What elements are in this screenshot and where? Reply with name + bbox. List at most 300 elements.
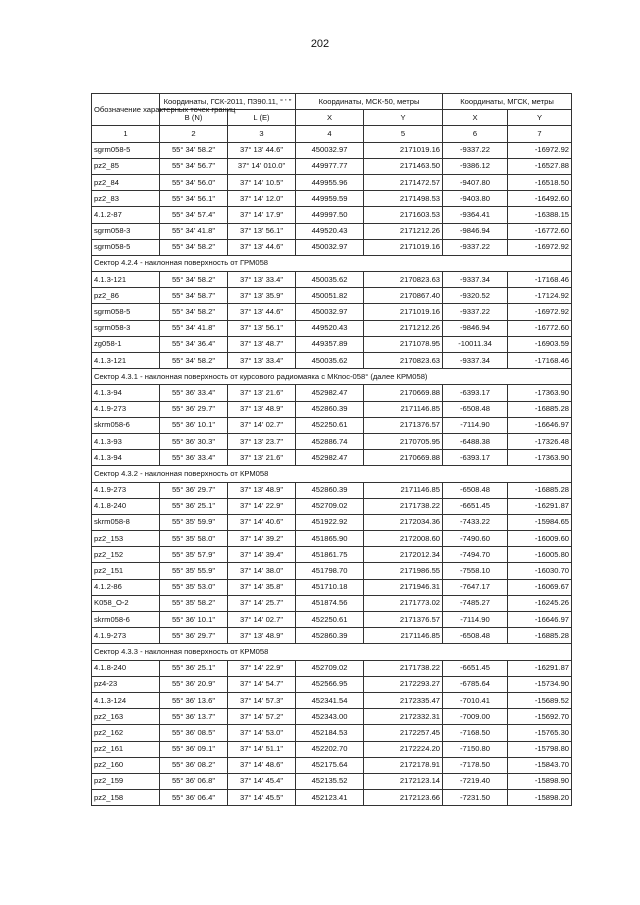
msk-x-cell: 451710.18 [296,579,364,595]
table-row [92,417,572,433]
longitude-cell: 37° 14' 57.3" [228,692,296,708]
msk-x-cell: 452709.02 [296,498,364,514]
mgsk-x-cell: -7168.50 [443,725,508,741]
msk-y-cell: 2170669.88 [364,450,443,466]
mgsk-x-cell: -7009.00 [443,709,508,725]
msk-x-cell: 449520.43 [296,320,364,336]
point-name-cell: 4.1.8-240 [92,660,160,676]
mgsk-x-cell: -9337.22 [443,239,508,255]
latitude-cell: 55° 36' 20.9" [160,676,228,692]
msk-y-cell: 2172257.45 [364,725,443,741]
point-name-cell: 4.1.3-94 [92,385,160,401]
mgsk-x-cell: -9386.12 [443,158,508,174]
longitude-cell: 37° 13' 33.4" [228,353,296,369]
section-title: Сектор 4.3.2 - наклонная поверхность от КРМ058 [92,466,572,482]
longitude-cell: 37° 13' 48.7" [228,336,296,352]
mgsk-x-cell: -7219.40 [443,773,508,789]
msk-y-cell: 2171376.57 [364,417,443,433]
longitude-cell: 37° 13' 33.4" [228,272,296,288]
mgsk-y-cell: -16885.28 [508,628,572,644]
table-row [92,612,572,628]
msk-x-cell: 452860.39 [296,482,364,498]
msk-x-cell: 452202.70 [296,741,364,757]
mgsk-y-cell: -15898.20 [508,790,572,806]
msk-x-cell: 452123.41 [296,790,364,806]
point-name-cell: skrm058-8 [92,514,160,530]
table-row [92,725,572,741]
point-name-cell: pz2_86 [92,288,160,304]
mgsk-x-cell: -6508.48 [443,401,508,417]
mgsk-y-cell: -15898.90 [508,773,572,789]
msk-y-cell: 2172123.14 [364,773,443,789]
mgsk-y-cell: -16972.92 [508,239,572,255]
point-name-cell: pz2_151 [92,563,160,579]
point-name-cell: sgrm058-3 [92,320,160,336]
point-name-cell: 4.1.3-94 [92,450,160,466]
point-name-cell: skrm058-6 [92,612,160,628]
mgsk-y-cell: -16009.60 [508,531,572,547]
mgsk-y-cell: -15734.90 [508,676,572,692]
point-name-cell: zg058-1 [92,336,160,352]
msk-x-cell: 452566.95 [296,676,364,692]
subheader-x-mgsk: X [443,110,508,126]
latitude-cell: 55° 36' 13.7" [160,709,228,725]
point-name-cell: 4.1.3-121 [92,272,160,288]
longitude-cell: 37° 14' 10.5" [228,174,296,190]
msk-x-cell: 450032.97 [296,304,364,320]
mgsk-x-cell: -9337.22 [443,142,508,158]
mgsk-y-cell: -15765.30 [508,725,572,741]
latitude-cell: 55° 35' 55.9" [160,563,228,579]
mgsk-y-cell: -15798.80 [508,741,572,757]
msk-y-cell: 2171146.85 [364,482,443,498]
table-body [92,142,572,806]
latitude-cell: 55° 34' 58.2" [160,353,228,369]
msk-x-cell: 450035.62 [296,272,364,288]
mgsk-x-cell: -6393.17 [443,450,508,466]
table-row [92,288,572,304]
longitude-cell: 37° 13' 48.9" [228,628,296,644]
longitude-cell: 37° 14' 45.5" [228,790,296,806]
mgsk-y-cell: -17363.90 [508,450,572,466]
latitude-cell: 55° 36' 08.2" [160,757,228,773]
table-row [92,757,572,773]
mgsk-y-cell: -16069.67 [508,579,572,595]
mgsk-y-cell: -15689.52 [508,692,572,708]
latitude-cell: 55° 36' 06.4" [160,790,228,806]
longitude-cell: 37° 13' 48.9" [228,401,296,417]
longitude-cell: 37° 14' 51.1" [228,741,296,757]
mgsk-x-cell: -6508.48 [443,628,508,644]
latitude-cell: 55° 34' 58.2" [160,239,228,255]
longitude-cell: 37° 14' 38.0" [228,563,296,579]
mgsk-x-cell: -6785.64 [443,676,508,692]
table-row [92,741,572,757]
mgsk-y-cell: -16646.97 [508,417,572,433]
mgsk-y-cell: -16772.60 [508,223,572,239]
msk-x-cell: 449357.89 [296,336,364,352]
latitude-cell: 55° 34' 57.4" [160,207,228,223]
msk-y-cell: 2170669.88 [364,385,443,401]
msk-x-cell: 452135.52 [296,773,364,789]
mgsk-x-cell: -9337.22 [443,304,508,320]
latitude-cell: 55° 34' 41.8" [160,320,228,336]
msk-x-cell: 451874.56 [296,595,364,611]
msk-y-cell: 2170867.40 [364,288,443,304]
table-row [92,336,572,352]
section-row [92,466,572,482]
msk-y-cell: 2171146.85 [364,628,443,644]
longitude-cell: 37° 14' 25.7" [228,595,296,611]
msk-y-cell: 2172332.31 [364,709,443,725]
point-name-cell: pz2_162 [92,725,160,741]
latitude-cell: 55° 34' 56.7" [160,158,228,174]
latitude-cell: 55° 36' 06.8" [160,773,228,789]
msk-y-cell: 2171019.16 [364,304,443,320]
msk-x-cell: 452860.39 [296,401,364,417]
longitude-cell: 37° 13' 35.9" [228,288,296,304]
mgsk-x-cell: -7114.90 [443,417,508,433]
table-row [92,223,572,239]
point-name-cell: pz2_85 [92,158,160,174]
msk-x-cell: 452250.61 [296,612,364,628]
section-title: Сектор 4.3.3 - наклонная поверхность от КРМ058 [92,644,572,660]
msk-x-cell: 452982.47 [296,385,364,401]
longitude-cell: 37° 13' 56.1" [228,223,296,239]
msk-x-cell: 452175.64 [296,757,364,773]
mgsk-y-cell: -16492.60 [508,191,572,207]
msk-y-cell: 2171946.31 [364,579,443,595]
msk-x-cell: 452343.00 [296,709,364,725]
point-name-cell: 4.1.3-93 [92,433,160,449]
point-name-cell: pz2_83 [92,191,160,207]
msk-x-cell: 452184.53 [296,725,364,741]
table-row [92,272,572,288]
mgsk-x-cell: -7494.70 [443,547,508,563]
subheader-b: B (N) [160,110,228,126]
mgsk-x-cell: -6488.38 [443,433,508,449]
column-number: 5 [364,126,443,142]
subheader-x-msk: X [296,110,364,126]
header-point-name: Обозначение характерных точек границ [92,94,160,126]
latitude-cell: 55° 36' 29.7" [160,401,228,417]
mgsk-x-cell: -7178.50 [443,757,508,773]
mgsk-x-cell: -6651.45 [443,498,508,514]
longitude-cell: 37° 14' 40.6" [228,514,296,530]
longitude-cell: 37° 14' 02.7" [228,612,296,628]
point-name-cell: 4.1.9-273 [92,482,160,498]
column-number: 3 [228,126,296,142]
point-name-cell: pz4-23 [92,676,160,692]
table-row [92,207,572,223]
mgsk-x-cell: -9846.94 [443,223,508,239]
longitude-cell: 37° 14' 39.4" [228,547,296,563]
latitude-cell: 55° 36' 33.4" [160,385,228,401]
point-name-cell: 4.1.2-86 [92,579,160,595]
table-row [92,401,572,417]
latitude-cell: 55° 36' 09.1" [160,741,228,757]
msk-y-cell: 2170705.95 [364,433,443,449]
mgsk-x-cell: -9337.34 [443,272,508,288]
longitude-cell: 37° 14' 45.4" [228,773,296,789]
mgsk-y-cell: -15843.70 [508,757,572,773]
msk-x-cell: 449955.96 [296,174,364,190]
msk-x-cell: 449959.59 [296,191,364,207]
header-mgsk: Координаты, МГСК, метры [443,94,572,110]
longitude-cell: 37° 13' 48.9" [228,482,296,498]
mgsk-x-cell: -7433.22 [443,514,508,530]
latitude-cell: 55° 36' 25.1" [160,498,228,514]
mgsk-y-cell: -15692.70 [508,709,572,725]
latitude-cell: 55° 35' 59.9" [160,514,228,530]
mgsk-y-cell: -16030.70 [508,563,572,579]
point-name-cell: pz2_163 [92,709,160,725]
column-number-row [92,126,572,142]
msk-y-cell: 2171463.50 [364,158,443,174]
longitude-cell: 37° 14' 22.9" [228,660,296,676]
column-number: 2 [160,126,228,142]
mgsk-x-cell: -6393.17 [443,385,508,401]
longitude-cell: 37° 13' 21.6" [228,450,296,466]
table-row [92,239,572,255]
msk-x-cell: 449520.43 [296,223,364,239]
table-row [92,660,572,676]
header-msk50: Координаты, МСК-50, метры [296,94,443,110]
table-row [92,579,572,595]
mgsk-y-cell: -16291.87 [508,660,572,676]
msk-y-cell: 2171376.57 [364,612,443,628]
point-name-cell: sgrm058-5 [92,239,160,255]
msk-y-cell: 2171603.53 [364,207,443,223]
latitude-cell: 55° 36' 25.1" [160,660,228,676]
msk-x-cell: 450032.97 [296,142,364,158]
mgsk-x-cell: -9320.52 [443,288,508,304]
mgsk-y-cell: -17124.92 [508,288,572,304]
mgsk-y-cell: -16646.97 [508,612,572,628]
mgsk-y-cell: -15984.65 [508,514,572,530]
latitude-cell: 55° 36' 29.7" [160,628,228,644]
msk-y-cell: 2171019.16 [364,239,443,255]
mgsk-y-cell: -16903.59 [508,336,572,352]
table-row [92,692,572,708]
table-row [92,498,572,514]
longitude-cell: 37° 13' 44.6" [228,142,296,158]
mgsk-y-cell: -16005.80 [508,547,572,563]
mgsk-y-cell: -16245.26 [508,595,572,611]
msk-x-cell: 450032.97 [296,239,364,255]
latitude-cell: 55° 34' 56.0" [160,174,228,190]
longitude-cell: 37° 14' 57.2" [228,709,296,725]
msk-y-cell: 2172123.66 [364,790,443,806]
msk-y-cell: 2171738.22 [364,498,443,514]
latitude-cell: 55° 35' 58.0" [160,531,228,547]
table-row [92,773,572,789]
point-name-cell: 4.1.2-87 [92,207,160,223]
latitude-cell: 55° 35' 57.9" [160,547,228,563]
msk-y-cell: 2171472.57 [364,174,443,190]
point-name-cell: sgrm058-5 [92,304,160,320]
latitude-cell: 55° 35' 58.2" [160,595,228,611]
mgsk-x-cell: -7150.80 [443,741,508,757]
longitude-cell: 37° 13' 23.7" [228,433,296,449]
longitude-cell: 37° 13' 56.1" [228,320,296,336]
table-row [92,304,572,320]
msk-y-cell: 2172012.34 [364,547,443,563]
msk-y-cell: 2172178.91 [364,757,443,773]
table-row [92,174,572,190]
mgsk-x-cell: -7114.90 [443,612,508,628]
longitude-cell: 37° 14' 48.6" [228,757,296,773]
table-row [92,547,572,563]
msk-x-cell: 451865.90 [296,531,364,547]
table-row [92,142,572,158]
msk-x-cell: 451798.70 [296,563,364,579]
msk-x-cell: 452709.02 [296,660,364,676]
table-row [92,191,572,207]
mgsk-y-cell: -17168.46 [508,272,572,288]
point-name-cell: 4.1.3-121 [92,353,160,369]
mgsk-x-cell: -7558.10 [443,563,508,579]
msk-x-cell: 451861.75 [296,547,364,563]
msk-y-cell: 2170823.63 [364,353,443,369]
subheader-l: L (E) [228,110,296,126]
subheader-y-msk: Y [364,110,443,126]
table-row [92,514,572,530]
mgsk-y-cell: -17168.46 [508,353,572,369]
msk-y-cell: 2170823.63 [364,272,443,288]
latitude-cell: 55° 36' 10.1" [160,417,228,433]
msk-y-cell: 2171019.16 [364,142,443,158]
msk-y-cell: 2171498.53 [364,191,443,207]
point-name-cell: skrm058-6 [92,417,160,433]
mgsk-y-cell: -16972.92 [508,304,572,320]
point-name-cell: pz2_159 [92,773,160,789]
latitude-cell: 55° 35' 53.0" [160,579,228,595]
msk-y-cell: 2172008.60 [364,531,443,547]
table-row [92,790,572,806]
mgsk-x-cell: -6651.45 [443,660,508,676]
msk-y-cell: 2171738.22 [364,660,443,676]
mgsk-x-cell: -9403.80 [443,191,508,207]
mgsk-y-cell: -17363.90 [508,385,572,401]
msk-x-cell: 452341.54 [296,692,364,708]
latitude-cell: 55° 36' 30.3" [160,433,228,449]
longitude-cell: 37° 14' 54.7" [228,676,296,692]
point-name-cell: pz2_153 [92,531,160,547]
longitude-cell: 37° 14' 39.2" [228,531,296,547]
longitude-cell: 37° 13' 21.6" [228,385,296,401]
mgsk-x-cell: -9846.94 [443,320,508,336]
table-row [92,676,572,692]
mgsk-y-cell: -16885.28 [508,482,572,498]
column-number: 4 [296,126,364,142]
msk-x-cell: 450051.82 [296,288,364,304]
mgsk-x-cell: -7231.50 [443,790,508,806]
mgsk-y-cell: -16772.60 [508,320,572,336]
mgsk-y-cell: -16885.28 [508,401,572,417]
latitude-cell: 55° 36' 29.7" [160,482,228,498]
longitude-cell: 37° 14' 53.0" [228,725,296,741]
msk-y-cell: 2172293.27 [364,676,443,692]
msk-y-cell: 2171146.85 [364,401,443,417]
subheader-y-mgsk: Y [508,110,572,126]
coordinates-table [91,93,572,806]
header-gsk: Координаты, ГСК-2011, ПЗ90.11, ° ' " [160,94,296,110]
msk-x-cell: 451922.92 [296,514,364,530]
section-title: Сектор 4.3.1 - наклонная поверхность от курсового радиомаяка с МКпос-058° (далее КРМ058) [92,369,572,385]
mgsk-x-cell: -7010.41 [443,692,508,708]
mgsk-x-cell: -9407.80 [443,174,508,190]
column-number: 6 [443,126,508,142]
msk-y-cell: 2171212.26 [364,223,443,239]
table-row [92,353,572,369]
longitude-cell: 37° 13' 44.6" [228,239,296,255]
table-row [92,385,572,401]
point-name-cell: K058_O-2 [92,595,160,611]
point-name-cell: 4.1.8-240 [92,498,160,514]
mgsk-y-cell: -17326.48 [508,433,572,449]
point-name-cell: pz2_161 [92,741,160,757]
mgsk-x-cell: -10011.34 [443,336,508,352]
table-row [92,628,572,644]
mgsk-y-cell: -16972.92 [508,142,572,158]
mgsk-x-cell: -6508.48 [443,482,508,498]
msk-x-cell: 452250.61 [296,417,364,433]
latitude-cell: 55° 34' 36.4" [160,336,228,352]
longitude-cell: 37° 14' 02.7" [228,417,296,433]
point-name-cell: 4.1.9-273 [92,401,160,417]
msk-y-cell: 2171986.55 [364,563,443,579]
latitude-cell: 55° 34' 58.2" [160,304,228,320]
point-name-cell: pz2_152 [92,547,160,563]
msk-x-cell: 452886.74 [296,433,364,449]
section-row [92,644,572,660]
latitude-cell: 55° 34' 41.8" [160,223,228,239]
msk-y-cell: 2171773.02 [364,595,443,611]
table-row [92,450,572,466]
table-row [92,709,572,725]
mgsk-x-cell: -9364.41 [443,207,508,223]
latitude-cell: 55° 34' 58.2" [160,142,228,158]
msk-x-cell: 450035.62 [296,353,364,369]
mgsk-x-cell: -7490.60 [443,531,508,547]
msk-x-cell: 452982.47 [296,450,364,466]
longitude-cell: 37° 14' 010.0" [228,158,296,174]
section-title: Сектор 4.2.4 - наклонная поверхность от ГРМ058 [92,255,572,271]
msk-y-cell: 2172335.47 [364,692,443,708]
page-number: 202 [310,38,330,50]
table-row [92,595,572,611]
point-name-cell: pz2_84 [92,174,160,190]
point-name-cell: 4.1.3-124 [92,692,160,708]
section-row [92,255,572,271]
msk-x-cell: 449997.50 [296,207,364,223]
longitude-cell: 37° 14' 12.0" [228,191,296,207]
longitude-cell: 37° 14' 17.9" [228,207,296,223]
mgsk-y-cell: -16518.50 [508,174,572,190]
table-row [92,563,572,579]
msk-x-cell: 452860.39 [296,628,364,644]
table-row [92,158,572,174]
header-row [92,94,572,110]
latitude-cell: 55° 36' 08.5" [160,725,228,741]
latitude-cell: 55° 36' 10.1" [160,612,228,628]
table-row [92,531,572,547]
column-number: 1 [92,126,160,142]
table-row [92,482,572,498]
mgsk-x-cell: -7647.17 [443,579,508,595]
mgsk-y-cell: -16388.15 [508,207,572,223]
